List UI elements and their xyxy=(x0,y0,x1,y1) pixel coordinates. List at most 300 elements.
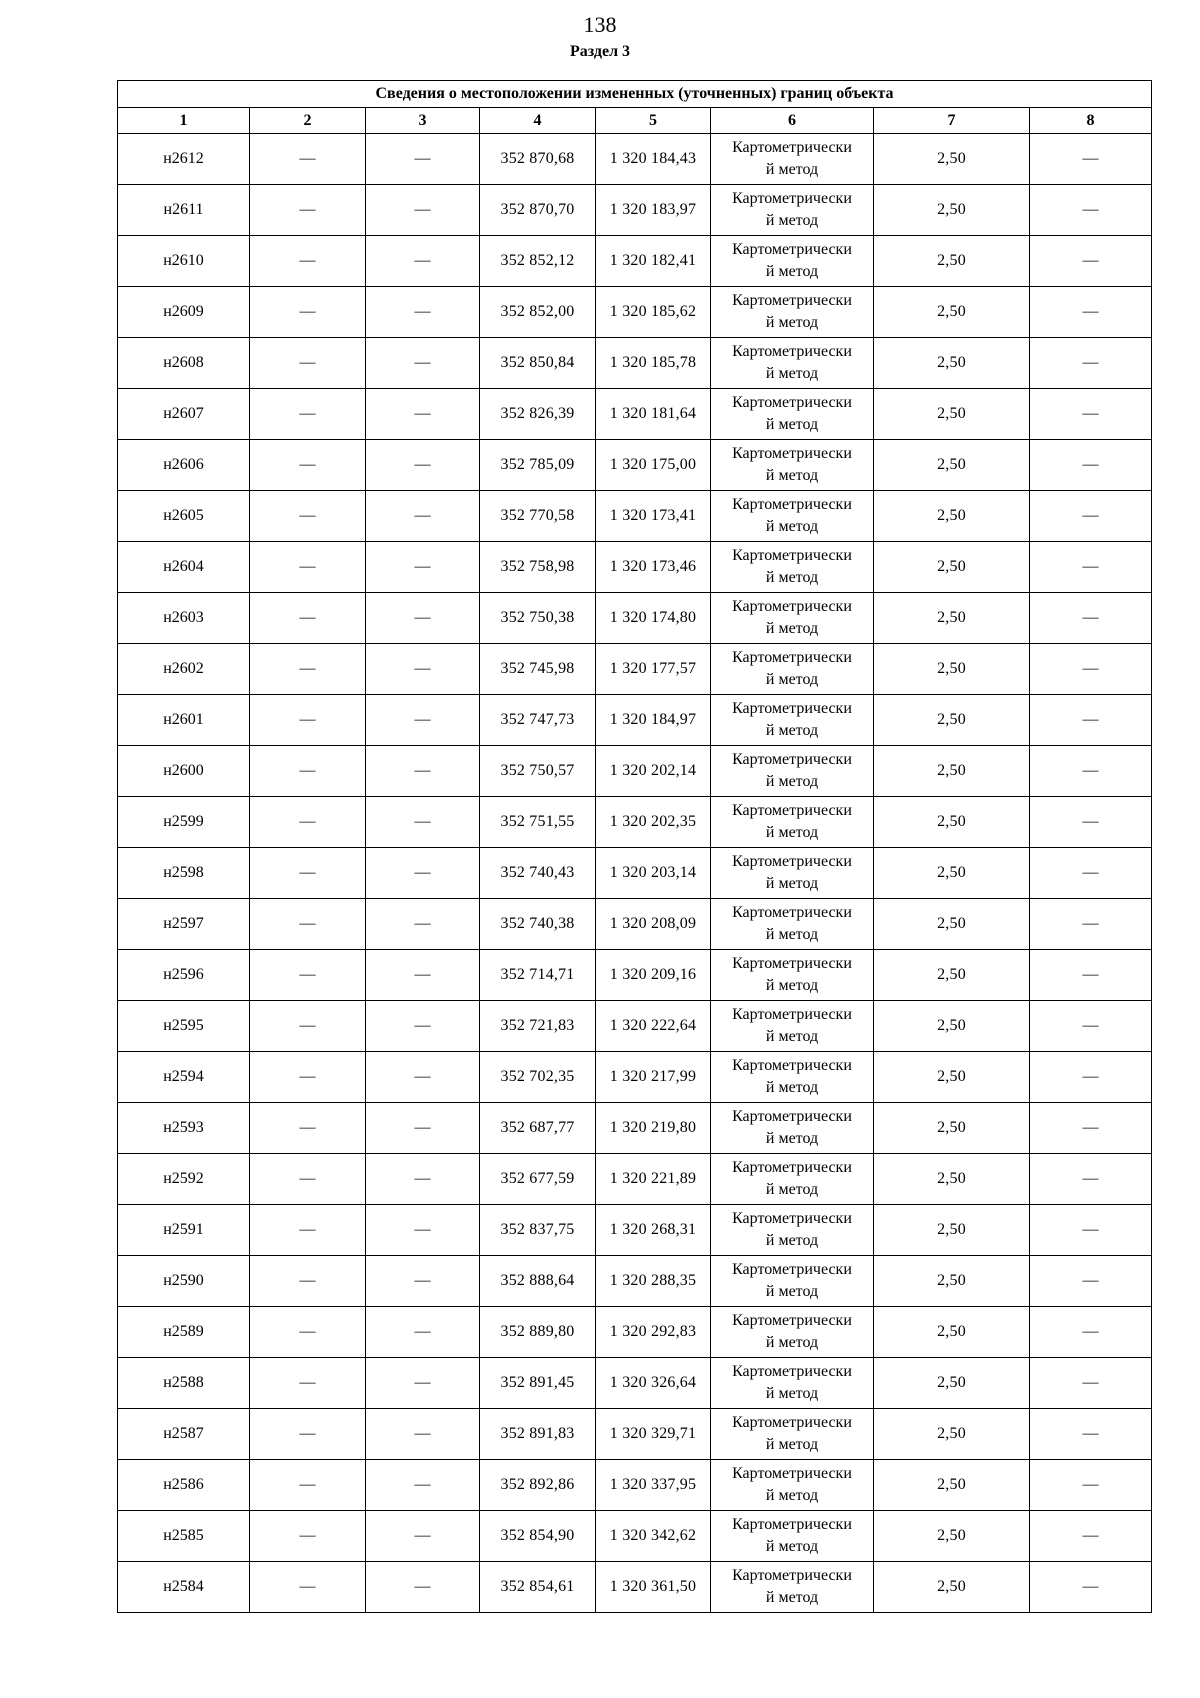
method-cell xyxy=(711,440,874,491)
column-2-cell: — xyxy=(250,1154,366,1205)
column-3-cell: — xyxy=(366,1307,480,1358)
accuracy-cell: 2,50 xyxy=(874,1256,1030,1307)
y-coordinate-cell: 1 320 288,35 xyxy=(596,1256,711,1307)
x-coordinate-cell: 352 888,64 xyxy=(480,1256,596,1307)
x-coordinate-cell: 352 770,58 xyxy=(480,491,596,542)
method-text-line-2: й метод xyxy=(765,314,819,331)
column-2-cell: — xyxy=(250,1103,366,1154)
method-text-line-1: Картометрически xyxy=(732,598,852,615)
method-cell xyxy=(711,491,874,542)
method-text-line-2: й метод xyxy=(765,926,819,943)
table-row xyxy=(118,1205,1152,1256)
column-2-cell: — xyxy=(250,1205,366,1256)
method-text-line-1: Картометрически xyxy=(732,139,852,156)
column-8-cell: — xyxy=(1030,236,1152,287)
method-text-line-2: й метод xyxy=(765,212,819,229)
x-coordinate-cell: 352 785,09 xyxy=(480,440,596,491)
x-coordinate-cell: 352 740,43 xyxy=(480,848,596,899)
accuracy-cell: 2,50 xyxy=(874,491,1030,542)
point-name-cell: н2593 xyxy=(118,1103,250,1154)
point-name-cell: н2607 xyxy=(118,389,250,440)
table-row xyxy=(118,542,1152,593)
method-text-line-1: Картометрически xyxy=(732,904,852,921)
column-8-cell: — xyxy=(1030,134,1152,185)
method-cell xyxy=(711,1562,874,1613)
table-row xyxy=(118,797,1152,848)
column-8-cell: — xyxy=(1030,797,1152,848)
point-name-cell: н2596 xyxy=(118,950,250,1001)
column-2-cell: — xyxy=(250,1052,366,1103)
method-text-line-2: й метод xyxy=(765,365,819,382)
method-cell xyxy=(711,236,874,287)
method-text-line-2: й метод xyxy=(765,1589,819,1606)
method-cell xyxy=(711,134,874,185)
point-name-cell: н2590 xyxy=(118,1256,250,1307)
table-row xyxy=(118,389,1152,440)
x-coordinate-cell: 352 687,77 xyxy=(480,1103,596,1154)
y-coordinate-cell: 1 320 174,80 xyxy=(596,593,711,644)
method-text-line-1: Картометрически xyxy=(732,802,852,819)
table-caption: Сведения о местоположении измененных (уточненных) границ объекта xyxy=(118,81,1152,108)
method-text-line-1: Картометрически xyxy=(732,1006,852,1023)
point-name-cell: н2589 xyxy=(118,1307,250,1358)
column-3-cell: — xyxy=(366,1205,480,1256)
column-3-cell: — xyxy=(366,1001,480,1052)
method-text-line-1: Картометрически xyxy=(732,547,852,564)
table-row xyxy=(118,1001,1152,1052)
accuracy-cell: 2,50 xyxy=(874,593,1030,644)
y-coordinate-cell: 1 320 181,64 xyxy=(596,389,711,440)
table-row xyxy=(118,1307,1152,1358)
method-text-line-2: й метод xyxy=(765,1538,819,1555)
table-row xyxy=(118,338,1152,389)
column-3-cell: — xyxy=(366,1103,480,1154)
method-text-line-1: Картометрически xyxy=(732,190,852,207)
y-coordinate-cell: 1 320 222,64 xyxy=(596,1001,711,1052)
x-coordinate-cell: 352 852,00 xyxy=(480,287,596,338)
method-text-line-1: Картометрически xyxy=(732,1363,852,1380)
x-coordinate-cell: 352 758,98 xyxy=(480,542,596,593)
accuracy-cell: 2,50 xyxy=(874,1103,1030,1154)
method-text-line-1: Картометрически xyxy=(732,1567,852,1584)
x-coordinate-cell: 352 854,61 xyxy=(480,1562,596,1613)
point-name-cell: н2611 xyxy=(118,185,250,236)
method-text-line-2: й метод xyxy=(765,1079,819,1096)
table-row xyxy=(118,1562,1152,1613)
method-cell xyxy=(711,695,874,746)
method-text-line-2: й метод xyxy=(765,824,819,841)
table-row xyxy=(118,950,1152,1001)
x-coordinate-cell: 352 677,59 xyxy=(480,1154,596,1205)
point-name-cell: н2597 xyxy=(118,899,250,950)
method-cell xyxy=(711,899,874,950)
table-row xyxy=(118,695,1152,746)
column-8-cell: — xyxy=(1030,695,1152,746)
y-coordinate-cell: 1 320 329,71 xyxy=(596,1409,711,1460)
method-cell xyxy=(711,287,874,338)
method-text-line-1: Картометрически xyxy=(732,241,852,258)
accuracy-cell: 2,50 xyxy=(874,542,1030,593)
point-name-cell: н2584 xyxy=(118,1562,250,1613)
table-row xyxy=(118,593,1152,644)
column-8-cell: — xyxy=(1030,1511,1152,1562)
method-cell xyxy=(711,1409,874,1460)
x-coordinate-cell: 352 852,12 xyxy=(480,236,596,287)
accuracy-cell: 2,50 xyxy=(874,287,1030,338)
column-header: 1 xyxy=(118,108,250,134)
method-text-line-2: й метод xyxy=(765,1436,819,1453)
column-8-cell: — xyxy=(1030,1409,1152,1460)
column-8-cell: — xyxy=(1030,1562,1152,1613)
column-3-cell: — xyxy=(366,440,480,491)
method-text-line-2: й метод xyxy=(765,1232,819,1249)
column-header: 7 xyxy=(874,108,1030,134)
method-text-line-2: й метод xyxy=(765,161,819,178)
point-name-cell: н2586 xyxy=(118,1460,250,1511)
x-coordinate-cell: 352 702,35 xyxy=(480,1052,596,1103)
column-3-cell: — xyxy=(366,746,480,797)
column-3-cell: — xyxy=(366,185,480,236)
point-name-cell: н2594 xyxy=(118,1052,250,1103)
x-coordinate-cell: 352 751,55 xyxy=(480,797,596,848)
method-cell xyxy=(711,1460,874,1511)
point-name-cell: н2608 xyxy=(118,338,250,389)
table-row xyxy=(118,236,1152,287)
column-2-cell: — xyxy=(250,1511,366,1562)
y-coordinate-cell: 1 320 202,35 xyxy=(596,797,711,848)
column-8-cell: — xyxy=(1030,1256,1152,1307)
accuracy-cell: 2,50 xyxy=(874,848,1030,899)
column-2-cell: — xyxy=(250,644,366,695)
accuracy-cell: 2,50 xyxy=(874,1307,1030,1358)
method-text-line-1: Картометрически xyxy=(732,1465,852,1482)
column-3-cell: — xyxy=(366,848,480,899)
accuracy-cell: 2,50 xyxy=(874,440,1030,491)
point-name-cell: н2598 xyxy=(118,848,250,899)
point-name-cell: н2588 xyxy=(118,1358,250,1409)
accuracy-cell: 2,50 xyxy=(874,1511,1030,1562)
column-8-cell: — xyxy=(1030,1358,1152,1409)
column-header: 3 xyxy=(366,108,480,134)
method-text-line-2: й метод xyxy=(765,263,819,280)
column-8-cell: — xyxy=(1030,1307,1152,1358)
table-row xyxy=(118,1409,1152,1460)
column-8-cell: — xyxy=(1030,848,1152,899)
point-name-cell: н2601 xyxy=(118,695,250,746)
table-row xyxy=(118,1460,1152,1511)
y-coordinate-cell: 1 320 268,31 xyxy=(596,1205,711,1256)
y-coordinate-cell: 1 320 177,57 xyxy=(596,644,711,695)
column-3-cell: — xyxy=(366,644,480,695)
column-3-cell: — xyxy=(366,899,480,950)
column-2-cell: — xyxy=(250,440,366,491)
method-text-line-2: й метод xyxy=(765,671,819,688)
x-coordinate-cell: 352 891,45 xyxy=(480,1358,596,1409)
column-8-cell: — xyxy=(1030,1052,1152,1103)
method-text-line-1: Картометрически xyxy=(732,1414,852,1431)
column-3-cell: — xyxy=(366,542,480,593)
method-text-line-1: Картометрически xyxy=(732,343,852,360)
column-3-cell: — xyxy=(366,695,480,746)
column-2-cell: — xyxy=(250,185,366,236)
table-row xyxy=(118,491,1152,542)
x-coordinate-cell: 352 747,73 xyxy=(480,695,596,746)
table-row xyxy=(118,1358,1152,1409)
column-2-cell: — xyxy=(250,1001,366,1052)
table-caption-row xyxy=(118,81,1152,108)
method-text-line-2: й метод xyxy=(765,620,819,637)
x-coordinate-cell: 352 750,38 xyxy=(480,593,596,644)
column-8-cell: — xyxy=(1030,389,1152,440)
method-cell xyxy=(711,1154,874,1205)
method-text-line-2: й метод xyxy=(765,518,819,535)
method-text-line-2: й метод xyxy=(765,773,819,790)
page-number: 138 xyxy=(583,12,617,37)
point-name-cell: н2602 xyxy=(118,644,250,695)
column-3-cell: — xyxy=(366,1562,480,1613)
column-3-cell: — xyxy=(366,1511,480,1562)
column-2-cell: — xyxy=(250,848,366,899)
point-name-cell: н2595 xyxy=(118,1001,250,1052)
column-2-cell: — xyxy=(250,1460,366,1511)
table-row xyxy=(118,899,1152,950)
column-2-cell: — xyxy=(250,338,366,389)
column-header: 4 xyxy=(480,108,596,134)
column-3-cell: — xyxy=(366,797,480,848)
method-text-line-1: Картометрически xyxy=(732,1210,852,1227)
accuracy-cell: 2,50 xyxy=(874,236,1030,287)
y-coordinate-cell: 1 320 184,97 xyxy=(596,695,711,746)
method-cell xyxy=(711,797,874,848)
y-coordinate-cell: 1 320 217,99 xyxy=(596,1052,711,1103)
section-title: Раздел 3 xyxy=(569,43,631,60)
method-text-line-2: й метод xyxy=(765,1130,819,1147)
y-coordinate-cell: 1 320 221,89 xyxy=(596,1154,711,1205)
y-coordinate-cell: 1 320 175,00 xyxy=(596,440,711,491)
accuracy-cell: 2,50 xyxy=(874,1562,1030,1613)
accuracy-cell: 2,50 xyxy=(874,185,1030,236)
point-name-cell: н2605 xyxy=(118,491,250,542)
x-coordinate-cell: 352 892,86 xyxy=(480,1460,596,1511)
method-text-line-2: й метод xyxy=(765,977,819,994)
method-text-line-1: Картометрически xyxy=(732,853,852,870)
method-text-line-1: Картометрически xyxy=(732,1159,852,1176)
column-8-cell: — xyxy=(1030,491,1152,542)
accuracy-cell: 2,50 xyxy=(874,1205,1030,1256)
column-3-cell: — xyxy=(366,236,480,287)
table-row xyxy=(118,1511,1152,1562)
method-text-line-2: й метод xyxy=(765,1385,819,1402)
method-text-line-1: Картометрически xyxy=(732,496,852,513)
column-3-cell: — xyxy=(366,1154,480,1205)
accuracy-cell: 2,50 xyxy=(874,746,1030,797)
column-3-cell: — xyxy=(366,1409,480,1460)
method-text-line-2: й метод xyxy=(765,875,819,892)
accuracy-cell: 2,50 xyxy=(874,338,1030,389)
column-header: 5 xyxy=(596,108,711,134)
method-text-line-2: й метод xyxy=(765,1283,819,1300)
y-coordinate-cell: 1 320 326,64 xyxy=(596,1358,711,1409)
method-cell xyxy=(711,746,874,797)
y-coordinate-cell: 1 320 182,41 xyxy=(596,236,711,287)
column-2-cell: — xyxy=(250,1358,366,1409)
column-3-cell: — xyxy=(366,1052,480,1103)
x-coordinate-cell: 352 850,84 xyxy=(480,338,596,389)
x-coordinate-cell: 352 740,38 xyxy=(480,899,596,950)
point-name-cell: н2587 xyxy=(118,1409,250,1460)
column-3-cell: — xyxy=(366,1460,480,1511)
y-coordinate-cell: 1 320 184,43 xyxy=(596,134,711,185)
y-coordinate-cell: 1 320 173,41 xyxy=(596,491,711,542)
method-cell xyxy=(711,1358,874,1409)
method-cell xyxy=(711,1205,874,1256)
column-3-cell: — xyxy=(366,491,480,542)
column-3-cell: — xyxy=(366,1358,480,1409)
method-text-line-2: й метод xyxy=(765,722,819,739)
y-coordinate-cell: 1 320 209,16 xyxy=(596,950,711,1001)
column-8-cell: — xyxy=(1030,287,1152,338)
point-name-cell: н2606 xyxy=(118,440,250,491)
column-8-cell: — xyxy=(1030,1205,1152,1256)
accuracy-cell: 2,50 xyxy=(874,899,1030,950)
column-2-cell: — xyxy=(250,1307,366,1358)
column-8-cell: — xyxy=(1030,338,1152,389)
point-name-cell: н2609 xyxy=(118,287,250,338)
y-coordinate-cell: 1 320 185,62 xyxy=(596,287,711,338)
column-3-cell: — xyxy=(366,134,480,185)
column-8-cell: — xyxy=(1030,185,1152,236)
method-text-line-2: й метод xyxy=(765,1181,819,1198)
point-name-cell: н2592 xyxy=(118,1154,250,1205)
column-3-cell: — xyxy=(366,338,480,389)
method-cell xyxy=(711,1103,874,1154)
column-2-cell: — xyxy=(250,1562,366,1613)
point-name-cell: н2603 xyxy=(118,593,250,644)
method-cell xyxy=(711,593,874,644)
accuracy-cell: 2,50 xyxy=(874,1409,1030,1460)
column-8-cell: — xyxy=(1030,593,1152,644)
column-8-cell: — xyxy=(1030,1103,1152,1154)
column-3-cell: — xyxy=(366,593,480,644)
column-header: 2 xyxy=(250,108,366,134)
table-row xyxy=(118,746,1152,797)
column-2-cell: — xyxy=(250,236,366,287)
point-name-cell: н2600 xyxy=(118,746,250,797)
y-coordinate-cell: 1 320 361,50 xyxy=(596,1562,711,1613)
method-text-line-1: Картометрически xyxy=(732,751,852,768)
column-3-cell: — xyxy=(366,287,480,338)
table-row xyxy=(118,848,1152,899)
y-coordinate-cell: 1 320 202,14 xyxy=(596,746,711,797)
column-2-cell: — xyxy=(250,695,366,746)
method-cell xyxy=(711,644,874,695)
coordinates-table xyxy=(117,80,1152,1613)
y-coordinate-cell: 1 320 185,78 xyxy=(596,338,711,389)
point-name-cell: н2585 xyxy=(118,1511,250,1562)
method-text-line-2: й метод xyxy=(765,1028,819,1045)
accuracy-cell: 2,50 xyxy=(874,389,1030,440)
method-text-line-1: Картометрически xyxy=(732,1312,852,1329)
table-row xyxy=(118,644,1152,695)
table-body xyxy=(118,134,1152,1613)
x-coordinate-cell: 352 870,70 xyxy=(480,185,596,236)
column-3-cell: — xyxy=(366,389,480,440)
column-8-cell: — xyxy=(1030,1460,1152,1511)
method-cell xyxy=(711,1001,874,1052)
column-2-cell: — xyxy=(250,1409,366,1460)
y-coordinate-cell: 1 320 203,14 xyxy=(596,848,711,899)
x-coordinate-cell: 352 891,83 xyxy=(480,1409,596,1460)
table-row xyxy=(118,1052,1152,1103)
column-2-cell: — xyxy=(250,950,366,1001)
x-coordinate-cell: 352 745,98 xyxy=(480,644,596,695)
table-row xyxy=(118,185,1152,236)
x-coordinate-cell: 352 870,68 xyxy=(480,134,596,185)
table-row xyxy=(118,1256,1152,1307)
table-row xyxy=(118,287,1152,338)
x-coordinate-cell: 352 714,71 xyxy=(480,950,596,1001)
method-cell xyxy=(711,1307,874,1358)
method-cell xyxy=(711,848,874,899)
column-header: 8 xyxy=(1030,108,1152,134)
accuracy-cell: 2,50 xyxy=(874,1358,1030,1409)
y-coordinate-cell: 1 320 292,83 xyxy=(596,1307,711,1358)
accuracy-cell: 2,50 xyxy=(874,1001,1030,1052)
method-text-line-2: й метод xyxy=(765,1487,819,1504)
accuracy-cell: 2,50 xyxy=(874,1052,1030,1103)
column-2-cell: — xyxy=(250,899,366,950)
y-coordinate-cell: 1 320 183,97 xyxy=(596,185,711,236)
y-coordinate-cell: 1 320 342,62 xyxy=(596,1511,711,1562)
accuracy-cell: 2,50 xyxy=(874,797,1030,848)
method-cell xyxy=(711,389,874,440)
point-name-cell: н2599 xyxy=(118,797,250,848)
column-8-cell: — xyxy=(1030,1154,1152,1205)
x-coordinate-cell: 352 826,39 xyxy=(480,389,596,440)
method-cell xyxy=(711,950,874,1001)
method-text-line-1: Картометрически xyxy=(732,700,852,717)
method-text-line-1: Картометрически xyxy=(732,955,852,972)
accuracy-cell: 2,50 xyxy=(874,695,1030,746)
table-row xyxy=(118,1103,1152,1154)
accuracy-cell: 2,50 xyxy=(874,1154,1030,1205)
column-2-cell: — xyxy=(250,746,366,797)
point-name-cell: н2591 xyxy=(118,1205,250,1256)
table-header-row xyxy=(118,108,1152,134)
method-text-line-1: Картометрически xyxy=(732,292,852,309)
y-coordinate-cell: 1 320 219,80 xyxy=(596,1103,711,1154)
column-8-cell: — xyxy=(1030,1001,1152,1052)
y-coordinate-cell: 1 320 337,95 xyxy=(596,1460,711,1511)
method-text-line-2: й метод xyxy=(765,1334,819,1351)
column-2-cell: — xyxy=(250,134,366,185)
accuracy-cell: 2,50 xyxy=(874,1460,1030,1511)
column-8-cell: — xyxy=(1030,542,1152,593)
column-3-cell: — xyxy=(366,950,480,1001)
column-header: 6 xyxy=(711,108,874,134)
method-cell xyxy=(711,542,874,593)
x-coordinate-cell: 352 854,90 xyxy=(480,1511,596,1562)
table-row xyxy=(118,440,1152,491)
method-cell xyxy=(711,338,874,389)
column-8-cell: — xyxy=(1030,899,1152,950)
table-row xyxy=(118,1154,1152,1205)
method-text-line-2: й метод xyxy=(765,467,819,484)
method-cell xyxy=(711,185,874,236)
column-8-cell: — xyxy=(1030,644,1152,695)
column-8-cell: — xyxy=(1030,746,1152,797)
column-8-cell: — xyxy=(1030,440,1152,491)
